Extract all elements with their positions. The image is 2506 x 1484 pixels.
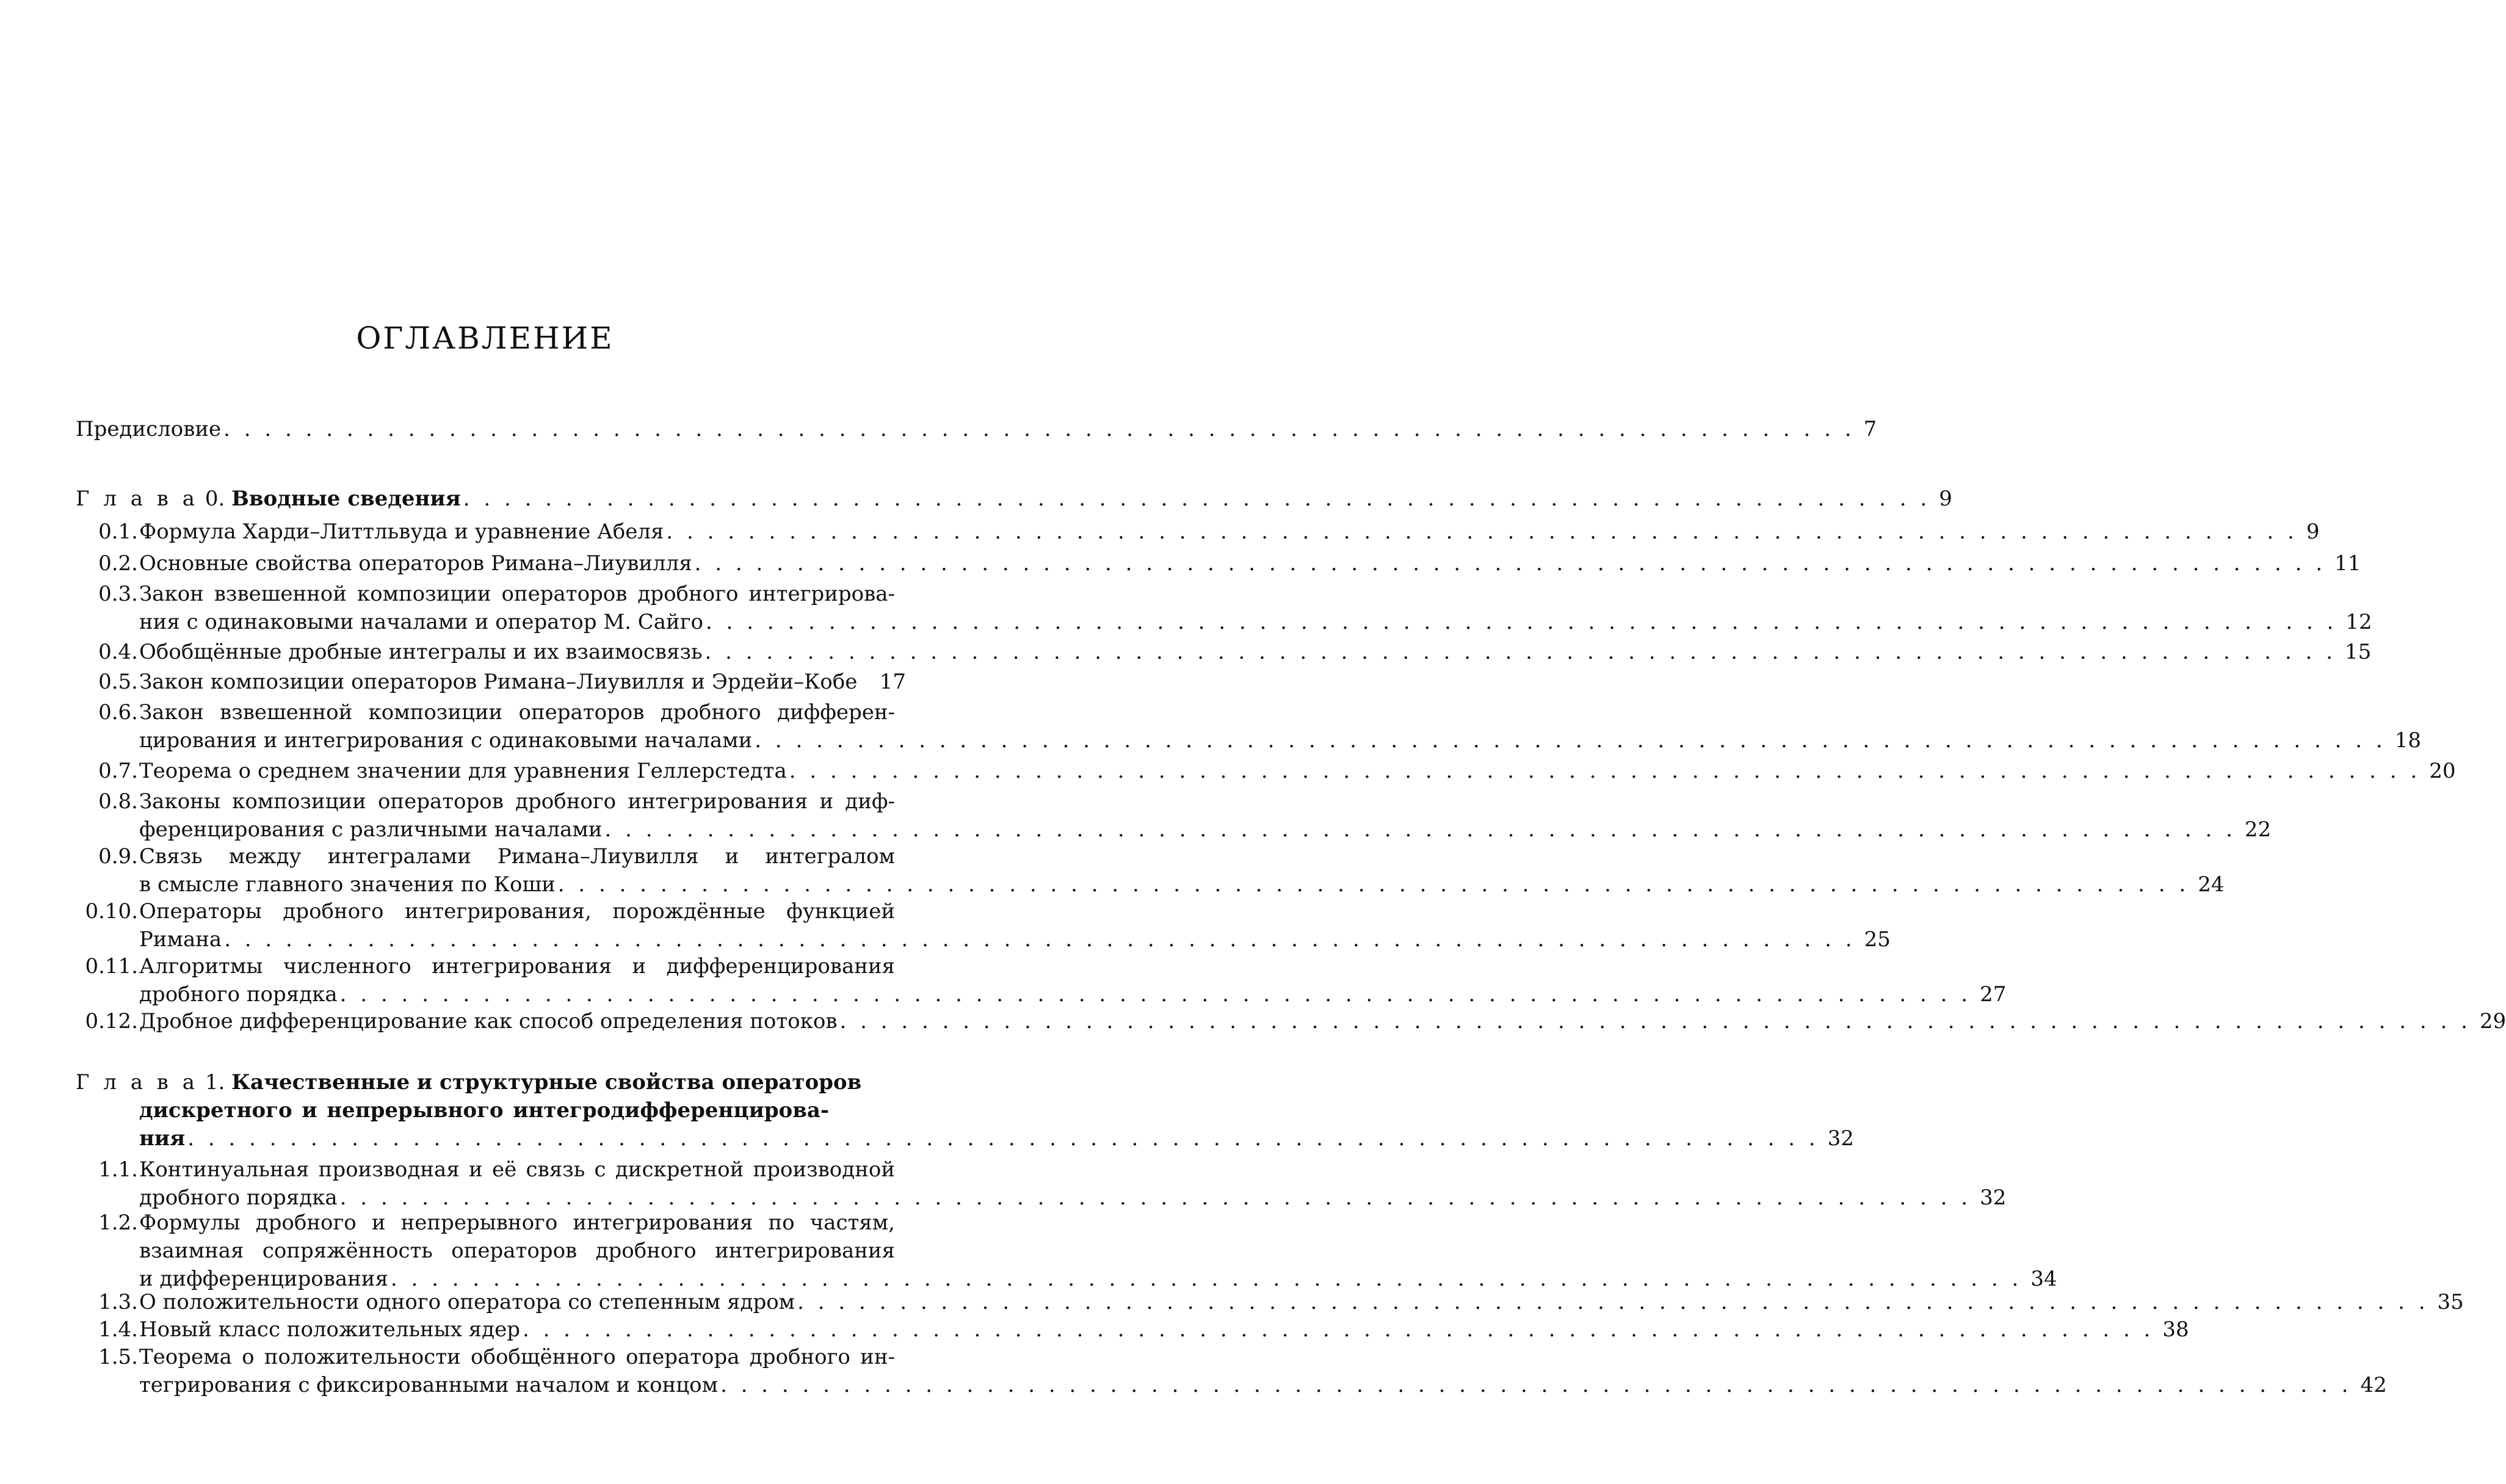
- section-body: [139, 580, 2372, 636]
- page-number: 12: [2345, 610, 2372, 634]
- section-title-line: О положительности одного оператора со степенным ядром: [139, 1290, 795, 1314]
- page-number: 32: [1980, 1185, 2007, 1210]
- page-number: 38: [2162, 1317, 2189, 1342]
- page-number: 42: [2360, 1373, 2387, 1397]
- page-number: 34: [2030, 1267, 2057, 1291]
- section-number: 0.2.: [98, 551, 138, 576]
- leader-dots: . . . . . . . . . . . . . . . . . . . . . . . . . . . . . . . . . . . . . . . . . . . . . . . . . . . . . . . . . . . . . . . . . . . . . . . . . . . . . . . .: [755, 728, 2386, 753]
- section-number: 1.5.: [98, 1345, 138, 1369]
- section-title-line: Континуальная производная и её связь с дискретной производной: [139, 1157, 895, 1182]
- section-title-line: Дробное дифференцирование как способ определения потоков: [139, 1009, 838, 1033]
- section-number: 0.6.: [98, 700, 138, 725]
- section-title-line: в смысле главного значения по Коши: [139, 872, 556, 897]
- leader-dots: . . . . . . . . . . . . . . . . . . . . . . . . . . . . . . . . . . . . . . . . . . . . . . . . . . . . . . . . . . . . . . . . . . . . . . . .: [463, 487, 1931, 511]
- page-number: 35: [2437, 1290, 2464, 1314]
- chapter-number: 0.: [205, 487, 225, 511]
- page-number: 22: [2244, 817, 2272, 842]
- leader-dots: [860, 668, 861, 696]
- section-body: [139, 518, 2320, 546]
- section-number: 0.7.: [98, 759, 138, 783]
- section-title-line: Формула Харди–Литтльвуда и уравнение Абеля: [139, 519, 664, 544]
- page-number: 17: [879, 670, 906, 694]
- section-body: [139, 1343, 2387, 1399]
- section-body: [139, 787, 2272, 844]
- section-title-line: взаимная сопряжённость операторов дробного интегрирования: [139, 1239, 895, 1263]
- section-body: [139, 668, 906, 696]
- section-title-line: Связь между интегралами Римана–Лиувилля и интегралом: [139, 844, 895, 869]
- section-body: [139, 757, 2456, 785]
- section-body: [139, 1316, 2189, 1344]
- section-body: [139, 549, 2361, 577]
- page-number: 9: [1939, 487, 1952, 511]
- chapter-title-line: дискретного и непрерывного интегродифференцирова-: [139, 1098, 829, 1123]
- section-body: [139, 638, 2372, 666]
- page-number: 32: [1827, 1126, 1854, 1151]
- section-body: [139, 1156, 2007, 1212]
- page-number: 25: [1864, 927, 1891, 952]
- section-body: [139, 1007, 2506, 1035]
- leader-dots: . . . . . . . . . . . . . . . . . . . . . . . . . . . . . . . . . . . . . . . . . . . . . . . . . . . . . . . . . . . . . . . . . . . . . . . . . . . . . . . .: [797, 1290, 2429, 1314]
- section-number: 1.3.: [98, 1290, 138, 1314]
- page-number: 18: [2394, 728, 2421, 753]
- section-title-line: и дифференцирования: [139, 1267, 388, 1291]
- page-number: 29: [2479, 1009, 2506, 1033]
- leader-dots: . . . . . . . . . . . . . . . . . . . . . . . . . . . . . . . . . . . . . . . . . . . . . . . . . . . . . . . . . . . . . . . . . . . . . . . . . . . . . . . .: [704, 640, 2336, 664]
- section-title-line: Алгоритмы численного интегрирования и дифференцирования: [139, 954, 895, 979]
- section-body: [139, 1288, 2464, 1316]
- section-number: 0.3.: [98, 582, 138, 606]
- page-number: 27: [1980, 982, 2007, 1007]
- leader-dots: . . . . . . . . . . . . . . . . . . . . . . . . . . . . . . . . . . . . . . . . . . . . . . . . . . . . . . . . . . . . . . . . . . . . . . . . . . . . . . . .: [789, 759, 2421, 783]
- section-number: 0.4.: [98, 640, 138, 664]
- leader-dots: . . . . . . . . . . . . . . . . . . . . . . . . . . . . . . . . . . . . . . . . . . . . . . . . . . . . . . . . . . . . . . . . . . . . . . . . . . . . . . . .: [223, 417, 1855, 441]
- section-number: 0.11.: [85, 954, 138, 979]
- page-title: ОГЛАВЛЕНИЕ: [356, 320, 614, 356]
- leader-dots: . . . . . . . . . . . . . . . . . . . . . . . . . . . . . . . . . . . . . . . . . . . . . . . . . . . . . . . . . . . . . . . . . . . . . . . . . . . . . . . .: [522, 1317, 2154, 1342]
- section-number: 0.5.: [98, 670, 138, 694]
- leader-dots: . . . . . . . . . . . . . . . . . . . . . . . . . . . . . . . . . . . . . . . . . . . . . . . . . . . . . . . . . . . . . . . . . . . . . . . . . . . . . . . .: [187, 1126, 1819, 1151]
- chapter-title-line: Качественные и структурные свойства операторов: [231, 1070, 862, 1095]
- chapter-label: Г л а в а: [76, 1070, 199, 1095]
- section-number: 1.4.: [98, 1317, 138, 1342]
- toc-entry-label: Предисловие: [76, 417, 222, 441]
- section-title-line: ния с одинаковыми началами и оператор М. Сайго: [139, 610, 703, 634]
- section-title-line: Закон композиции операторов Римана–Лиувилля и Эрдейи–Кобе: [139, 670, 858, 694]
- section-title-line: ференцирования с различными началами: [139, 817, 603, 842]
- leader-dots: . . . . . . . . . . . . . . . . . . . . . . . . . . . . . . . . . . . . . . . . . . . . . . . . . . . . . . . . . . . . . . . . . . . . . . . . . . . . . . . .: [694, 551, 2327, 576]
- chapter-title: Вводные сведения: [231, 487, 461, 511]
- leader-dots: . . . . . . . . . . . . . . . . . . . . . . . . . . . . . . . . . . . . . . . . . . . . . . . . . . . . . . . . . . . . . . . . . . . . . . . . . . . . . . . .: [720, 1373, 2352, 1397]
- section-number: 1.2.: [98, 1211, 138, 1235]
- section-number: 0.9.: [98, 844, 138, 869]
- section-body: [139, 952, 2007, 1008]
- section-body: [139, 698, 2421, 755]
- section-title-line: дробного порядка: [139, 982, 338, 1007]
- section-title-line: Римана: [139, 927, 222, 952]
- leader-dots: . . . . . . . . . . . . . . . . . . . . . . . . . . . . . . . . . . . . . . . . . . . . . . . . . . . . . . . . . . . . . . . . . . . . . . . . . . . . . . . .: [706, 610, 2338, 634]
- leader-dots: . . . . . . . . . . . . . . . . . . . . . . . . . . . . . . . . . . . . . . . . . . . . . . . . . . . . . . . . . . . . . . . . . . . . . . . . . . . . . . . .: [839, 1009, 2471, 1033]
- page-number: 24: [2198, 872, 2225, 897]
- chapter-number: 1.: [205, 1070, 225, 1095]
- page-number: 15: [2344, 640, 2372, 664]
- section-number: 0.10.: [85, 899, 138, 924]
- leader-dots: . . . . . . . . . . . . . . . . . . . . . . . . . . . . . . . . . . . . . . . . . . . . . . . . . . . . . . . . . . . . . . . . . . . . . . . . . . . . . . . .: [390, 1267, 2023, 1291]
- page-number: 20: [2429, 759, 2456, 783]
- toc-chapter-1[interactable]: [76, 1068, 1854, 1153]
- leader-dots: . . . . . . . . . . . . . . . . . . . . . . . . . . . . . . . . . . . . . . . . . . . . . . . . . . . . . . . . . . . . . . . . . . . . . . . . . . . . . . . .: [666, 519, 2298, 544]
- section-body: [139, 1209, 2057, 1293]
- leader-dots: . . . . . . . . . . . . . . . . . . . . . . . . . . . . . . . . . . . . . . . . . . . . . . . . . . . . . . . . . . . . . . . . . . . . . . . . . . . . . . . .: [604, 817, 2236, 842]
- leader-dots: . . . . . . . . . . . . . . . . . . . . . . . . . . . . . . . . . . . . . . . . . . . . . . . . . . . . . . . . . . . . . . . . . . . . . . . . . . . . . . . .: [224, 927, 1856, 952]
- section-body: [139, 897, 1891, 954]
- section-body: [139, 842, 2225, 899]
- section-title-line: Закон взвешенной композиции операторов дробного дифферен-: [139, 700, 895, 725]
- toc-entry-preface[interactable]: [76, 415, 1877, 443]
- section-number: 0.8.: [98, 789, 138, 814]
- leader-dots: . . . . . . . . . . . . . . . . . . . . . . . . . . . . . . . . . . . . . . . . . . . . . . . . . . . . . . . . . . . . . . . . . . . . . . . . . . . . . . . .: [339, 1185, 1972, 1210]
- section-title-line: Теорема о среднем значении для уравнения Геллерстедта: [139, 759, 787, 783]
- toc-chapter-0[interactable]: [76, 485, 1952, 513]
- section-title-line: цирования и интегрирования с одинаковыми началами: [139, 728, 753, 753]
- chapter-label: Г л а в а: [76, 487, 199, 511]
- section-title-line: Теорема о положительности обобщённого оператора дробного ин-: [139, 1345, 895, 1369]
- section-number: 0.12.: [85, 1009, 138, 1033]
- section-number: 0.1.: [98, 519, 138, 544]
- section-number: 1.1.: [98, 1157, 138, 1182]
- leader-dots: . . . . . . . . . . . . . . . . . . . . . . . . . . . . . . . . . . . . . . . . . . . . . . . . . . . . . . . . . . . . . . . . . . . . . . . . . . . . . . . .: [339, 982, 1972, 1007]
- page-number: 9: [2306, 519, 2320, 544]
- section-title-line: Формулы дробного и непрерывного интегрирования по частям,: [139, 1211, 895, 1235]
- section-title-line: Обобщённые дробные интегралы и их взаимосвязь: [139, 640, 703, 664]
- section-title-line: Новый класс положительных ядер: [139, 1317, 520, 1342]
- section-title-line: дробного порядка: [139, 1185, 338, 1210]
- chapter-title-line: ния: [139, 1126, 186, 1151]
- leader-dots: . . . . . . . . . . . . . . . . . . . . . . . . . . . . . . . . . . . . . . . . . . . . . . . . . . . . . . . . . . . . . . . . . . . . . . . . . . . . . . . .: [557, 872, 2190, 897]
- section-title-line: Законы композиции операторов дробного интегрирования и диф-: [139, 789, 895, 814]
- section-title-line: Операторы дробного интегрирования, порождённые функцией: [139, 899, 895, 924]
- section-title-line: Закон взвешенной композиции операторов дробного интегрирова-: [139, 582, 895, 606]
- section-title-line: Основные свойства операторов Римана–Лиувилля: [139, 551, 692, 576]
- page-number: 11: [2334, 551, 2361, 576]
- page-number: 7: [1863, 417, 1877, 441]
- section-title-line: тегрирования с фиксированными началом и концом: [139, 1373, 719, 1397]
